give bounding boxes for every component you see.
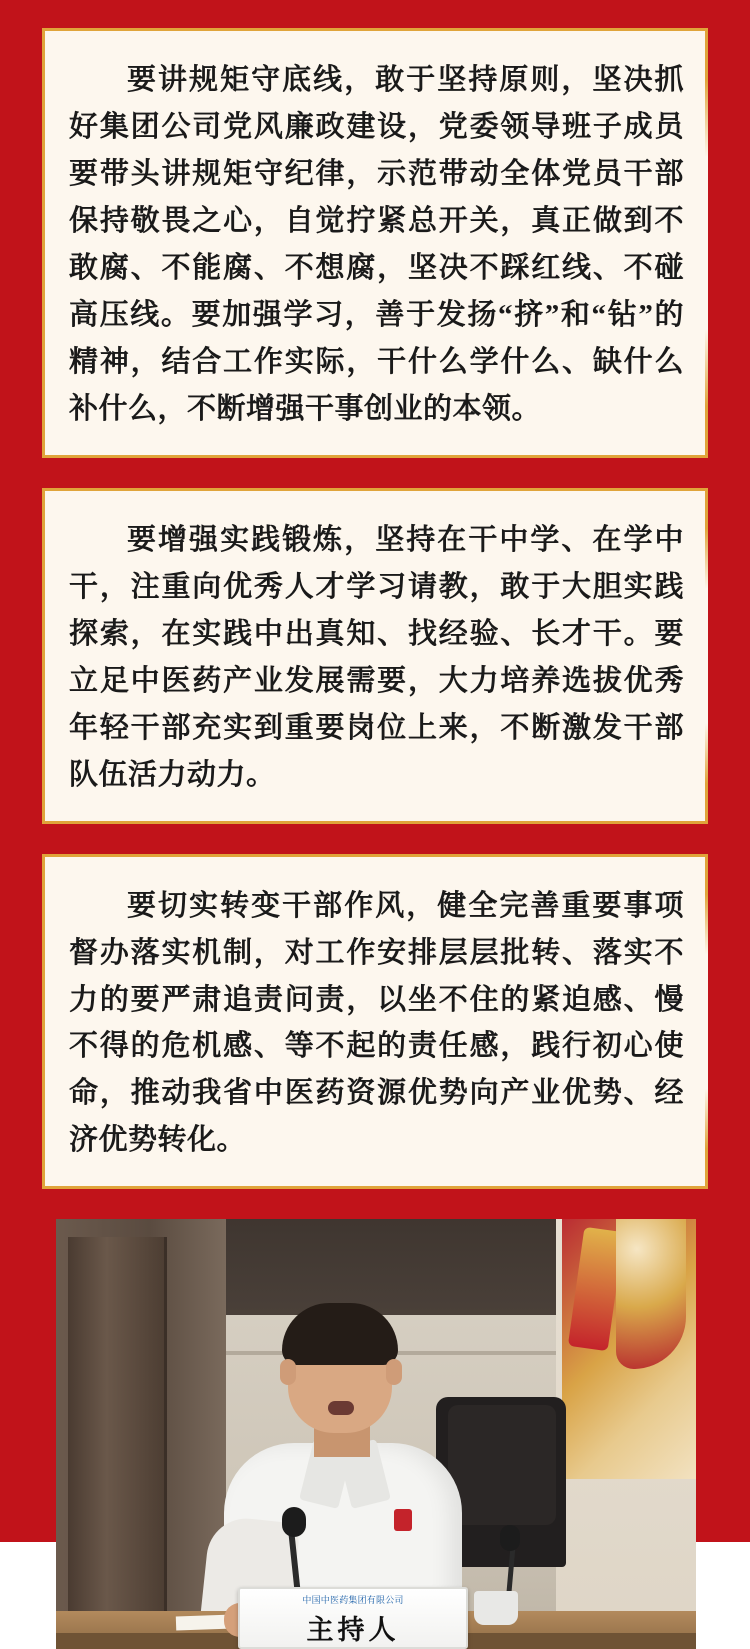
- name-plate-title: 主持人: [306, 1615, 400, 1646]
- door: [68, 1237, 167, 1649]
- person-ear-left: [280, 1359, 296, 1385]
- microphone-2-head: [500, 1525, 520, 1551]
- name-plate-logo-text: 中国中医药集团有限公司: [302, 1595, 404, 1606]
- microphone-head: [282, 1507, 306, 1537]
- paragraph-card-2: [42, 488, 708, 824]
- paragraph-card-1: [42, 28, 708, 458]
- chair-back: [448, 1405, 556, 1525]
- paragraph-text-1: 要讲规矩守底线，敢于坚持原则，坚决抓好集团公司党风廉政建设，党委领导班子成员要带头讲规矩守纪律，示范带动全体党员干部保持敬畏之心，自觉拧紧总开关，真正做到不敢腐、不能腐、不想腐，坚决不踩红线、不碰高压线。要加强学习，善于发扬“挤”和“钻”的精神，结合工作实际，干什么学什么、缺什么补什么，不断增强干事创业的本领。: [69, 64, 684, 425]
- paragraph-card-3: [42, 854, 708, 1190]
- person-mouth: [328, 1401, 354, 1415]
- banner-decor-2: [616, 1219, 686, 1369]
- photo-scene: [56, 1219, 696, 1649]
- meeting-photo: [56, 1219, 696, 1649]
- name-plate: [238, 1587, 468, 1649]
- content-column: [42, 0, 708, 1646]
- party-emblem-badge: [394, 1509, 412, 1531]
- person-ear-right: [386, 1359, 402, 1385]
- person-hair: [282, 1303, 398, 1365]
- paragraph-text-2: 要增强实践锻炼，坚持在干中学、在学中干，注重向优秀人才学习请教，敢于大胆实践探索，在实践中出真知、找经验、长才干。要立足中医药产业发展需要，大力培养选拔优秀年轻干部充实到重要岗位上来，不断激发干部队伍活力动力。: [69, 523, 684, 791]
- wall-upper-strip: [226, 1219, 556, 1315]
- water-cup: [474, 1591, 518, 1625]
- paragraph-text-3: 要切实转变干部作风，健全完善重要事项督办落实机制，对工作安排层层批转、落实不力的要严肃追责问责，以坐不住的紧迫感、慢不得的危机感、等不起的责任感，践行初心使命，推动我省中医药资源优势向产业优势、经济优势转化。: [69, 889, 684, 1157]
